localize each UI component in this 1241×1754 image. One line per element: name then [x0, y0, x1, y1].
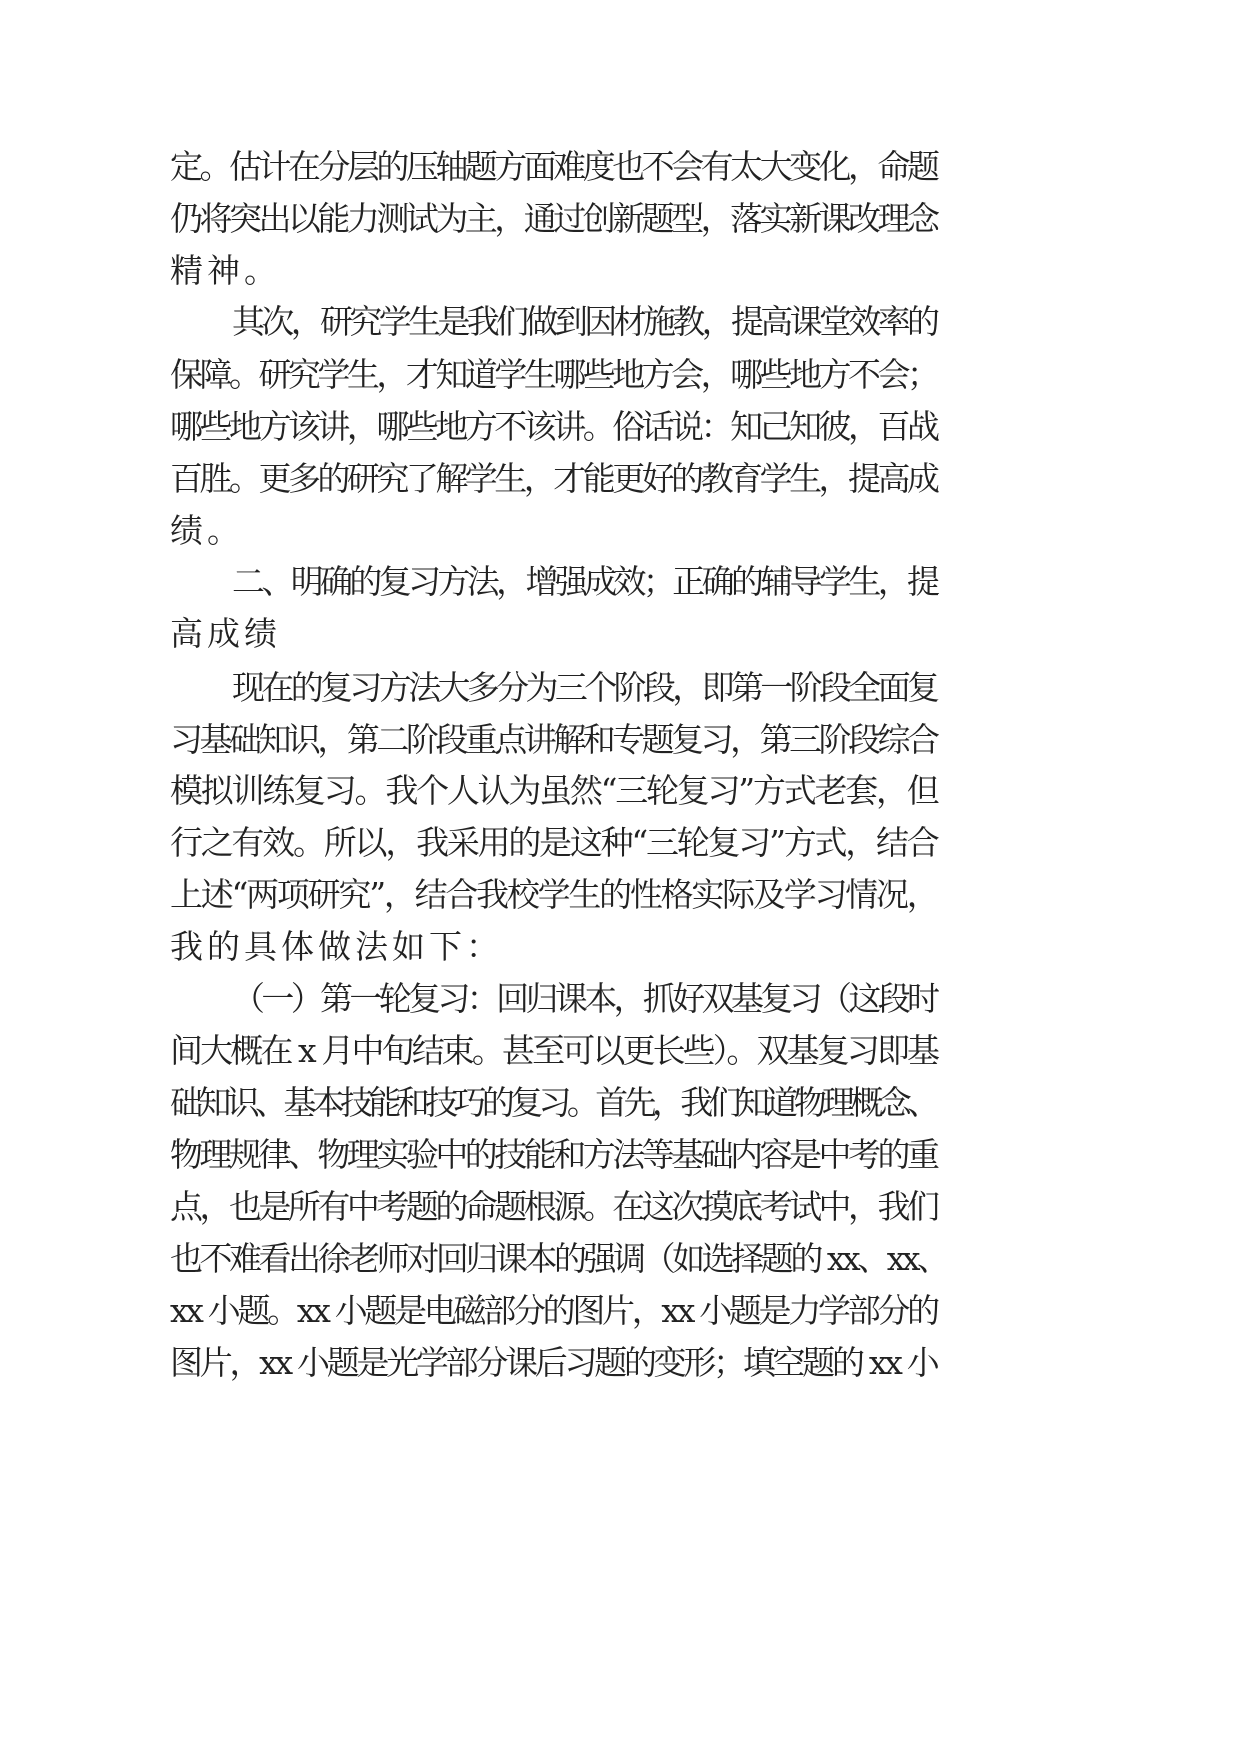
text-line: 习基础知识，第二阶段重点讲解和专题复习，第三阶段综合: [170, 720, 937, 759]
text-line: 仍将突出以能力测试为主，通过创新题型，落实新课改理念: [170, 199, 937, 238]
text-line: 行之有效。所以，我采用的是这种“三轮复习”方式，结合: [170, 823, 938, 862]
text-line: 图片，xx 小题是光学部分课后习题的变形；填空题的 xx 小: [170, 1343, 937, 1382]
text-line: （一）第一轮复习：回归课本，抓好双基复习（这段时: [232, 979, 937, 1018]
text-line: 绩。: [170, 511, 244, 550]
text-line: 也不难看出徐老师对回归课本的强调（如选择题的 xx、xx、: [170, 1239, 947, 1278]
text-line: 哪些地方该讲，哪些地方不该讲。俗话说：知己知彼，百战: [170, 407, 937, 446]
text-line: 上述“两项研究”，结合我校学生的性格实际及学习情况，: [170, 875, 938, 914]
text-line: 保障。研究学生，才知道学生哪些地方会，哪些地方不会；: [170, 355, 937, 394]
text-line: 现在的复习方法大多分为三个阶段，即第一阶段全面复: [232, 668, 937, 707]
text-line: 础知识、基本技能和技巧的复习。首先，我们知道物理概念、: [170, 1083, 936, 1122]
section-heading: 二、明确的复习方法，增强成效；正确的辅导学生，提: [232, 562, 937, 601]
text-line: 其次，研究学生是我们做到因材施教，提高课堂效率的: [232, 302, 937, 341]
text-line: 百胜。更多的研究了解学生，才能更好的教育学生，提高成: [170, 459, 937, 498]
text-line: 精神。: [170, 251, 281, 290]
text-line: 间大概在 x 月中旬结束。甚至可以更长些）。双基复习即基: [170, 1031, 938, 1070]
text-line: xx 小题。xx 小题是电磁部分的图片，xx 小题是力学部分的: [170, 1291, 937, 1330]
text-line: 物理规律、物理实验中的技能和方法等基础内容是中考的重: [170, 1135, 937, 1174]
text-line: 我的具体做法如下：: [170, 927, 503, 966]
text-line: 模拟训练复习。我个人认为虽然“三轮复习”方式老套，但: [170, 771, 938, 810]
text-line: 定。估计在分层的压轴题方面难度也不会有太大变化，命题: [170, 147, 937, 186]
section-heading: 高成绩: [170, 614, 281, 653]
text-line: 点，也是所有中考题的命题根源。在这次摸底考试中，我们: [170, 1187, 937, 1226]
